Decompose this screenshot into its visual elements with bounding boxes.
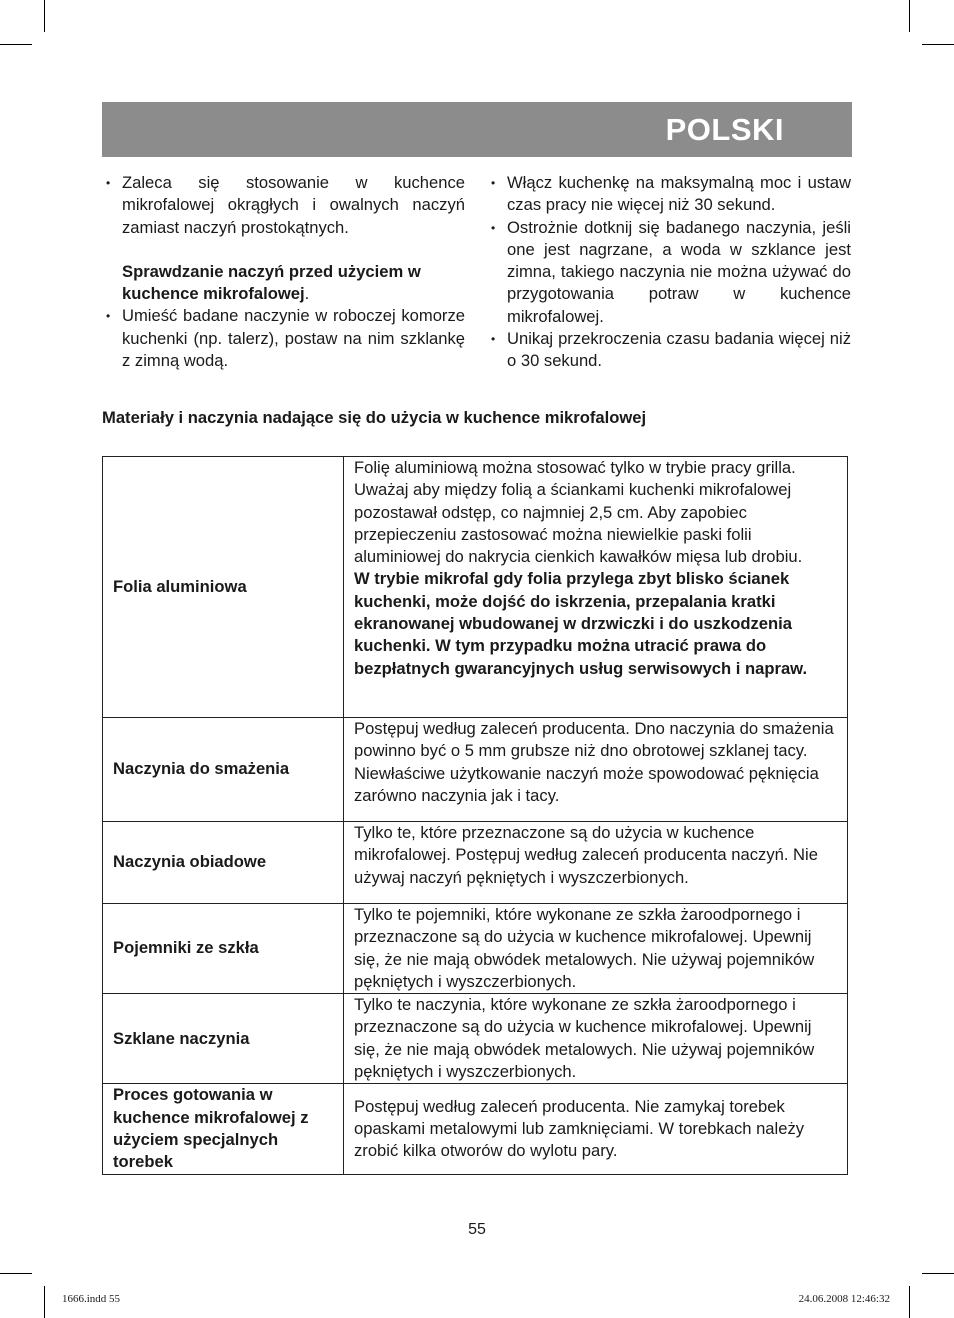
row-name: Proces gotowania w kuchence mikrofalowej z użyciem specjalnych torebek <box>103 1084 344 1174</box>
crop-mark <box>922 44 954 45</box>
table-row <box>103 457 848 718</box>
row-name: Naczynia obiadowe <box>103 822 344 904</box>
row-description: Postępuj według zaleceń producenta. Dno naczynia do smażenia powinno być o 5 mm grubsze niż dno obrotowej szklanej tacy. Niewłaściwe użytkowanie naczyń może spowodować pęknięcia zarówno naczynia jak i tacy. <box>344 718 848 822</box>
row-description: Folię aluminiową można stosować tylko w trybie pracy grilla. Uważaj aby między folią a ściankami kuchenki mikrofalowej pozostawał odstęp, co najmniej 2,5 cm. Aby zapobiec przepieczeniu zastosować można niewielkie paski folii aluminiowej do nakrycia cienkich kawałków mięsa lub drobiu. W trybie mikrofal gdy folia przylega zbyt blisko ścianek kuchenki, może dojść do iskrzenia, przepalania kratki ekranowanej wbudowanej w drzwiczki i do uszkodzenia kuchenki. W tym przypadku można utracić prawa do bezpłatnych gwarancyjnych usług serwisowych i napraw. <box>344 457 848 718</box>
materials-table <box>102 456 848 1175</box>
table-row <box>103 994 848 1084</box>
language-header-bar <box>102 102 852 157</box>
row-name: Folia aluminiowa <box>103 457 344 718</box>
left-column <box>103 172 465 372</box>
crop-mark <box>44 0 45 32</box>
row-name: Naczynia do smażenia <box>103 718 344 822</box>
row-description: Postępuj według zaleceń producenta. Nie zamykaj torebek opaskami metalowymi lub zamknięciami. W torebkach należy zrobić kilka otworów do wylotu pary. <box>344 1084 848 1174</box>
row-name: Pojemniki ze szkła <box>103 904 344 994</box>
crop-mark <box>44 1286 45 1318</box>
table-row <box>103 1084 848 1174</box>
crop-mark <box>922 1273 954 1274</box>
file-slug: 1666.indd 55 <box>62 1293 121 1305</box>
list-item: • Umieść badane naczynie w roboczej komorze kuchenki (np. talerz), postaw na nim szklankę z zimną wodą. <box>103 305 465 372</box>
subheading: Sprawdzanie naczyń przed użyciem w kuchence mikrofalowej. <box>122 261 421 304</box>
table-row <box>103 718 848 822</box>
list-item: • Ostrożnie dotknij się badanego naczynia, jeśli one jest nagrzane, a woda w szklance jest zimna, takiego naczynia nie można używać do przygotowania potraw w kuchence mikrofalowej. <box>488 217 851 328</box>
row-name: Szklane naczynia <box>103 994 344 1084</box>
language-title: POLSKI <box>665 112 784 147</box>
list-item: • Włącz kuchenkę na maksymalną moc i ustaw czas pracy nie więcej niż 30 sekund. <box>488 172 851 217</box>
row-description: Tylko te, które przeznaczone są do użycia w kuchence mikrofalowej. Postępuj według zaleceń producenta naczyń. Nie używaj naczyń pękniętych i wyszczerbionych. <box>344 822 848 904</box>
table-row <box>103 822 848 904</box>
section-title: Materiały i naczynia nadające się do użycia w kuchence mikrofalowej <box>102 408 647 427</box>
crop-mark <box>0 44 32 45</box>
row-description: Tylko te naczynia, które wykonane ze szkła żaroodpornego i przeznaczone są do użycia w kuchence mikrofalowej. Upewnij się, że nie mają obwódek metalowych. Nie używaj pojemników pękniętych i wyszczerbionych. <box>344 994 848 1084</box>
crop-mark <box>0 1273 32 1274</box>
date-slug: 24.06.2008 12:46:32 <box>798 1293 890 1305</box>
table-row <box>103 904 848 994</box>
right-column <box>488 172 851 373</box>
list-item: • Unikaj przekroczenia czasu badania więcej niż o 30 sekund. <box>488 328 851 373</box>
list-item: • Zaleca się stosowanie w kuchence mikrofalowej okrągłych i owalnych naczyń zamiast naczyń prostokątnych. <box>103 172 465 239</box>
crop-mark <box>909 1286 910 1318</box>
row-description: Tylko te pojemniki, które wykonane ze szkła żaroodpornego i przeznaczone są do użycia w kuchence mikrofalowej. Upewnij się, że nie mają obwódek metalowych. Nie używaj pojemników pękniętych i wyszczerbionych. <box>344 904 848 994</box>
crop-mark <box>909 0 910 32</box>
page-number: 55 <box>468 1221 486 1238</box>
